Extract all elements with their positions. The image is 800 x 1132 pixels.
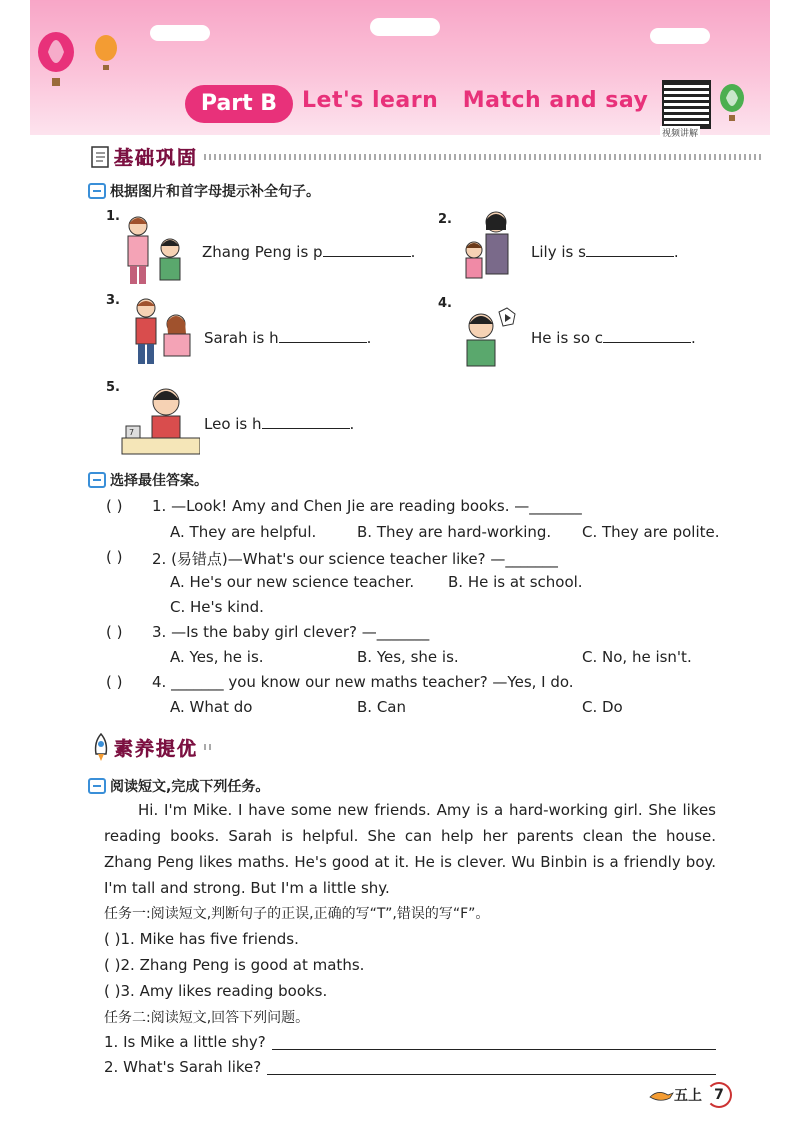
balloon-icon	[716, 84, 750, 124]
part-badge: Part B	[185, 85, 293, 123]
rocket-icon	[88, 732, 114, 762]
answer-paren[interactable]: ( )	[104, 930, 121, 948]
answer-blank[interactable]	[279, 328, 367, 343]
sentence-3: Sarah is h .	[204, 329, 372, 347]
question-stem: 2. (易错点)—What's our science teacher like? —_______	[152, 550, 558, 568]
question-stem: 1. —Look! Amy and Chen Jie are reading books. —_______	[152, 497, 582, 515]
helpful-girl-picture	[128, 294, 198, 369]
section-heading-basic	[88, 143, 764, 170]
answer-paren[interactable]: ( )	[106, 673, 123, 691]
section-title: 素养提优	[114, 737, 199, 760]
option-b[interactable]: B. Can	[357, 698, 406, 716]
item-number: 5.	[106, 380, 120, 395]
bird-icon	[648, 1087, 674, 1103]
task-icon	[88, 778, 106, 794]
question-stem: 3. —Is the baby girl clever? —_______	[152, 623, 430, 641]
answer-blank[interactable]	[262, 414, 350, 429]
clever-boy-picture	[455, 304, 525, 370]
option-a[interactable]: A. What do	[170, 698, 253, 716]
section-title: 基础巩固	[114, 147, 199, 169]
option-a[interactable]: A. They are helpful.	[170, 523, 317, 541]
hot-air-balloon-icon	[34, 30, 124, 95]
task-instruction: 阅读短文,完成下列任务。	[88, 776, 269, 796]
qa-item: 2. What's Sarah like?	[104, 1058, 716, 1076]
option-a[interactable]: A. Yes, he is.	[170, 648, 264, 666]
option-b[interactable]: B. Yes, she is.	[357, 648, 459, 666]
sentence-1: Zhang Peng is p .	[202, 243, 416, 261]
sentence-2: Lily is s .	[531, 243, 679, 261]
item-number: 1.	[106, 209, 120, 224]
tf-item: ( )2. Zhang Peng is good at maths.	[104, 956, 365, 974]
page-number: 7	[706, 1082, 732, 1108]
option-c[interactable]: C. They are polite.	[582, 523, 720, 541]
cloud	[150, 25, 210, 41]
answer-paren[interactable]: ( )	[106, 623, 123, 641]
question-stem: 4. _______ you know our new maths teacher? —Yes, I do.	[152, 673, 574, 691]
option-c[interactable]: C. Do	[582, 698, 623, 716]
header-banner	[30, 0, 770, 135]
answer-line[interactable]	[267, 1058, 716, 1075]
helpful-boy-picture	[118, 212, 194, 288]
answer-paren[interactable]: ( )	[104, 982, 121, 1000]
item-number: 2.	[438, 212, 452, 227]
answer-paren[interactable]: ( )	[106, 548, 123, 566]
tf-item: ( )1. Mike has five friends.	[104, 930, 299, 948]
option-b[interactable]: B. He is at school.	[448, 573, 583, 591]
qr-code[interactable]	[662, 80, 711, 129]
answer-blank[interactable]	[323, 242, 411, 257]
answer-blank[interactable]	[586, 242, 674, 257]
option-c[interactable]: C. No, he isn't.	[582, 648, 692, 666]
dotted-divider	[204, 154, 764, 160]
option-c[interactable]: C. He's kind.	[170, 598, 264, 616]
grade-label: 五上	[674, 1088, 702, 1104]
task-icon	[88, 183, 106, 199]
sentence-5: Leo is h .	[204, 415, 355, 433]
task-two-instruction: 任务二:阅读短文,回答下列问题。	[104, 1010, 310, 1026]
notebook-icon	[88, 144, 114, 170]
cloud	[650, 28, 710, 44]
task-icon	[88, 472, 106, 488]
item-number: 3.	[106, 293, 120, 308]
item-number: 4.	[438, 296, 452, 311]
answer-paren[interactable]: ( )	[104, 956, 121, 974]
cloud	[370, 18, 440, 36]
shy-girl-picture	[456, 208, 526, 288]
qr-label: 视频讲解	[660, 126, 700, 139]
task-instruction: 选择最佳答案。	[88, 470, 208, 490]
page-footer	[648, 1082, 732, 1108]
answer-paren[interactable]: ( )	[106, 497, 123, 515]
hard-working-boy-picture	[118, 382, 200, 458]
option-a[interactable]: A. He's our new science teacher.	[170, 573, 415, 591]
page-title: Let's learn Match and say	[302, 88, 649, 113]
answer-blank[interactable]	[603, 328, 691, 343]
qa-item: 1. Is Mike a little shy?	[104, 1033, 716, 1051]
tf-item: ( )3. Amy likes reading books.	[104, 982, 328, 1000]
option-b[interactable]: B. They are hard-working.	[357, 523, 552, 541]
section-heading-advanced	[88, 732, 214, 762]
task-instruction: 根据图片和首字母提示补全句子。	[88, 181, 320, 201]
svg-text:7: 7	[129, 428, 135, 437]
task-one-instruction: 任务一:阅读短文,判断句子的正误,正确的写“T”,错误的写“F”。	[104, 906, 490, 922]
dotted-divider	[204, 744, 214, 750]
sentence-4: He is so c .	[531, 329, 696, 347]
reading-passage: Hi. I'm Mike. I have some new friends. Amy is a hard-working girl. She likes reading books. Sarah is helpful. She can help her parents clean the house. Zhang Peng likes maths. He's good at it. He is clever. Wu Binbin is a friendly boy. I'm tall and strong. But I'm a little shy.	[104, 801, 716, 897]
answer-line[interactable]	[272, 1033, 716, 1050]
